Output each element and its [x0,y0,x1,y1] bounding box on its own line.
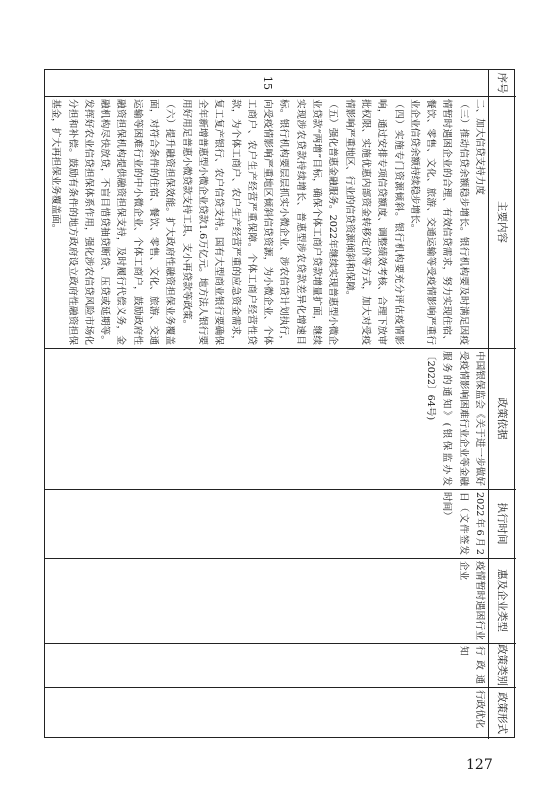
header-basis: 政策依据 [496,397,509,440]
content-paragraph: （五）强化普惠金融服务。2022年继续实现普惠型小微企业贷款“两增”目标，确保个体工商户贷款增量扩面，继续实现涉农贷款持续增长、普惠型涉农贷款差异化增速目标。银行机构要层层抓实小微企业、涉农信贷计划执行，向受疫情影响严重地区倾斜信贷资源，为小微企业、个体工商户、农户生产经营严重保障。个体工商户经营性贷款，为个体工商户、农户生产经营严重的应急资金需求，复工复产银行、农户信贷支持。国有大型商业银行要确保全年新增普惠型小微企业贷款1.6万亿元。地方法人银行要用好用足普惠小微贷款支持工具、支小再贷款等政策。 [180,99,339,345]
header-policy-category: 政策类别 [496,644,509,686]
row-time: 2022年6月2日（文件签发时间） [441,492,485,555]
row-policy-form: 行政优化 [474,690,485,729]
rotated-table [44,69,515,738]
content-paragraph: （六）提升融资担保效能。扩大政府性融资担保业务覆盖面，对符合条件的住宿、餐饮、零售、文化、旅游、交通运输等困难行业的中小微企业、个体工商户，鼓励政府性融资担保机构提供融资担保支持，及时履行代偿义务，金融机构尽快放贷，不盲目惜贷抽贷断贷、压贷或延期等。发挥好农业信贷担保体系作用，强化涉农信贷风险市场化分担和补偿。鼓励有条件的地方政府设立政府性融资担保基金，扩大再担保业务覆盖面。 [50,99,176,345]
content-paragraph: （三）推动信贷余额稳步增长。银行机构要及时满足因疫情暂时遇困企业的合理、有效信贷需求，努力实现住宿、餐饮、零售、文化、旅游、交通运输等受疫情影响严重行业企业信贷余额持续稳步增长。 [408,99,469,345]
content-paragraph: （四）实施专门资源倾斜。银行机构要充分评估疫情影响，通过安排专项信贷额度、调整绩效考核、合理下放审批权限、实施优惠内部资金转移定价等方式，加大对受疫情影响严重地区、行业的信贷资源倾斜和保障。 [343,99,404,345]
header-policy-form: 政策形式 [496,692,509,734]
row-policy-category: 行政通知 [457,646,485,684]
row-seq: 15 [260,76,274,90]
header-seq: 序号 [496,72,509,94]
header-time: 执行时间 [496,502,509,545]
content-paragraph: 二、加大信贷支持力度 [474,99,485,195]
row-basis: 中国银保监会《关于进一步做好受疫情影响困难行业企业等金融服务的通知》(银保监办发〔2022〕64号) [425,351,485,486]
page-number: 127 [466,757,493,773]
header-content: 主要内容 [496,201,509,243]
header-beneficiary: 惠及企业类型 [496,569,509,632]
row-beneficiary: 疫情暂时遇困行业企业 [457,561,485,640]
